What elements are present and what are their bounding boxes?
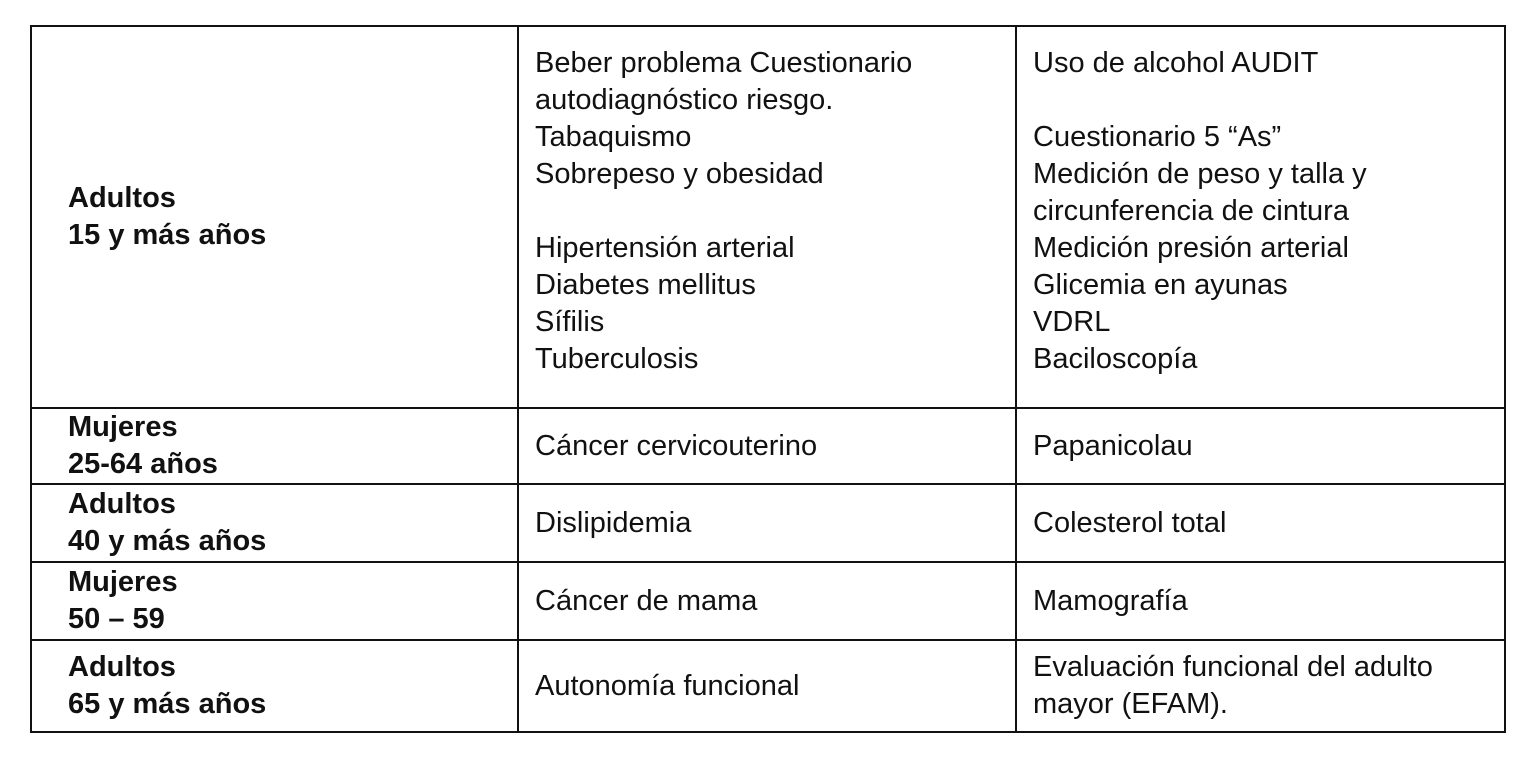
test-text: Colesterol total bbox=[1033, 506, 1227, 539]
condition-text: Hipertensión arterial bbox=[535, 232, 795, 264]
condition-text: Autonomía funcional bbox=[535, 669, 800, 702]
population-group: Adultos bbox=[68, 488, 176, 520]
test-cell bbox=[1016, 562, 1505, 640]
test-text: Glicemia en ayunas bbox=[1033, 269, 1288, 301]
table-row bbox=[31, 562, 1505, 640]
population-cell bbox=[31, 26, 518, 408]
test-text: Cuestionario 5 “As” bbox=[1033, 121, 1282, 153]
condition-text: autodiagnóstico riesgo. bbox=[535, 84, 834, 116]
population-age: 50 – 59 bbox=[68, 603, 165, 635]
test-cell bbox=[1016, 640, 1505, 732]
condition-cell bbox=[518, 484, 1016, 562]
population-cell bbox=[31, 640, 518, 732]
population-cell bbox=[31, 484, 518, 562]
table-row bbox=[31, 640, 1505, 732]
condition-text: Tabaquismo bbox=[535, 121, 692, 153]
condition-text: Diabetes mellitus bbox=[535, 269, 756, 301]
condition-cell bbox=[518, 26, 1016, 408]
condition-text: Cáncer de mama bbox=[535, 584, 758, 617]
population-group: Mujeres bbox=[68, 411, 178, 443]
condition-cell bbox=[518, 408, 1016, 484]
population-cell bbox=[31, 562, 518, 640]
population-age: 25-64 años bbox=[68, 448, 218, 480]
test-cell bbox=[1016, 26, 1505, 408]
population-group: Adultos bbox=[68, 182, 176, 214]
condition-text: Sífilis bbox=[535, 306, 605, 338]
population-group: Adultos bbox=[68, 651, 176, 683]
test-text: Mamografía bbox=[1033, 584, 1188, 617]
condition-text: Dislipidemia bbox=[535, 506, 692, 539]
condition-text: Tuberculosis bbox=[535, 343, 699, 375]
table-row bbox=[31, 408, 1505, 484]
test-cell bbox=[1016, 408, 1505, 484]
test-cell bbox=[1016, 484, 1505, 562]
spacer bbox=[1033, 82, 1496, 119]
test-text: circunferencia de cintura bbox=[1033, 195, 1349, 227]
test-text: VDRL bbox=[1033, 306, 1111, 338]
condition-cell bbox=[518, 562, 1016, 640]
table-row bbox=[31, 484, 1505, 562]
test-text: Medición presión arterial bbox=[1033, 232, 1349, 264]
population-cell bbox=[31, 408, 518, 484]
condition-text: Sobrepeso y obesidad bbox=[535, 158, 824, 190]
test-text: Papanicolau bbox=[1033, 429, 1193, 462]
table-row bbox=[31, 26, 1505, 408]
spacer bbox=[535, 193, 1007, 230]
test-text: Evaluación funcional del adulto bbox=[1033, 651, 1433, 683]
test-text: mayor (EFAM). bbox=[1033, 688, 1228, 720]
test-text: Uso de alcohol AUDIT bbox=[1033, 47, 1319, 79]
test-text: Medición de peso y talla y bbox=[1033, 158, 1367, 190]
screening-table bbox=[30, 25, 1506, 733]
population-age: 65 y más años bbox=[68, 688, 267, 720]
condition-text: Beber problema Cuestionario bbox=[535, 47, 913, 79]
population-age: 40 y más años bbox=[68, 525, 267, 557]
condition-text: Cáncer cervicouterino bbox=[535, 429, 818, 462]
population-group: Mujeres bbox=[68, 566, 178, 598]
test-text: Baciloscopía bbox=[1033, 343, 1198, 375]
condition-cell bbox=[518, 640, 1016, 732]
population-age: 15 y más años bbox=[68, 219, 267, 251]
